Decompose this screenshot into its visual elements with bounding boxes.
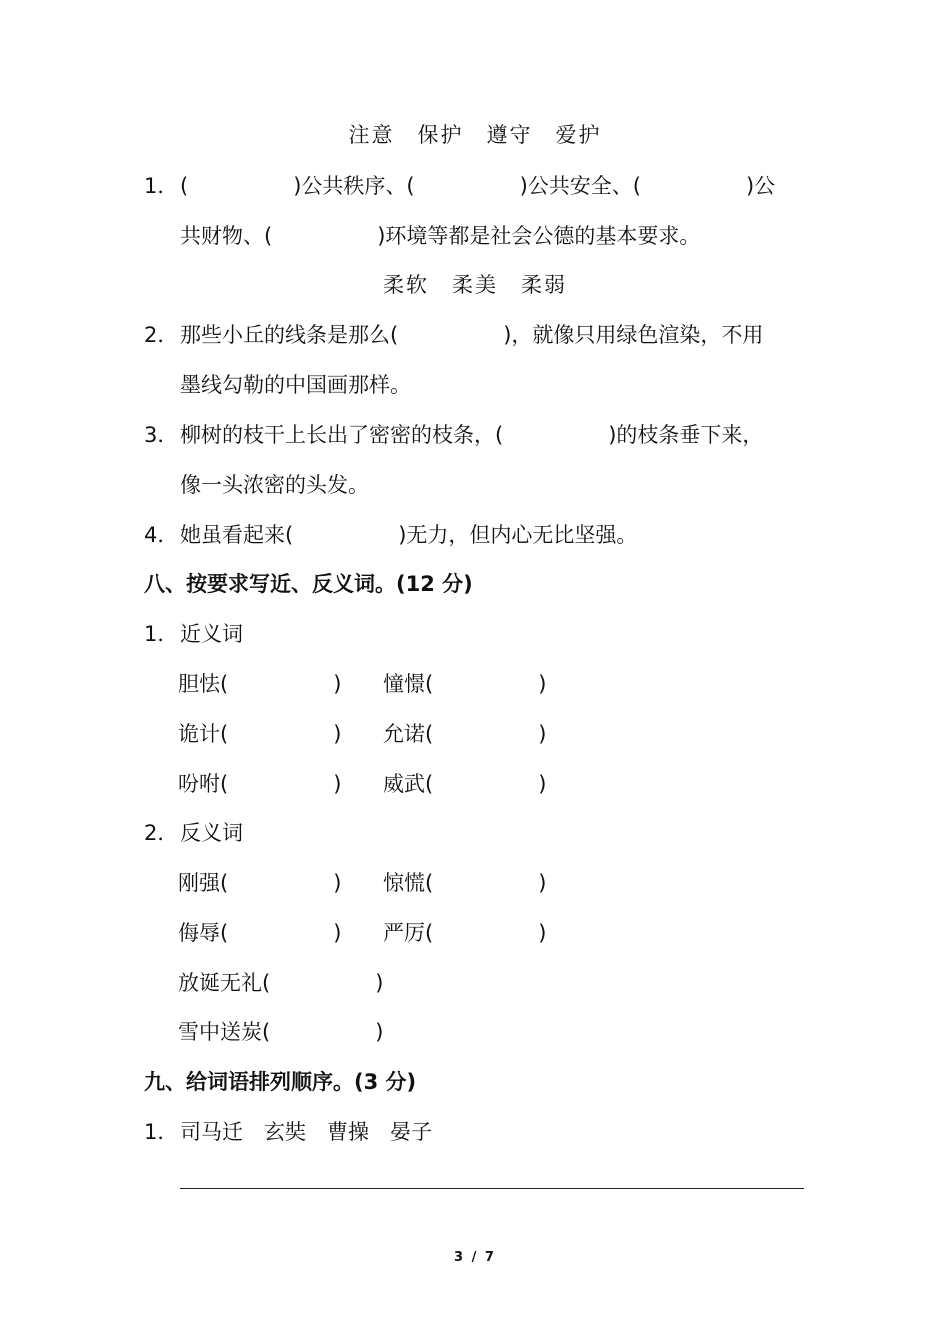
item-number: 1． (144, 622, 179, 646)
antonym-blank[interactable]: 严厉( ) (383, 921, 547, 945)
question-text: 柳树的枝干上长出了密密的枝条，( )的枝条垂下来， (180, 423, 764, 447)
antonym-blank[interactable]: 雪中送炭( ) (178, 1020, 384, 1044)
section-heading: 九、给词语排列顺序。(3 分) (144, 1070, 417, 1094)
antonym-blank[interactable]: 惊慌( ) (383, 871, 547, 895)
synonym-blank[interactable]: 胆怯( ) (178, 672, 342, 696)
item-number: 1． (144, 174, 179, 198)
synonym-blank[interactable]: 憧憬( ) (383, 672, 547, 696)
synonym-blank[interactable]: 威武( ) (383, 772, 547, 796)
question-text: 她虽看起来( )无力，但内心无比坚强。 (180, 523, 638, 547)
synonym-blank[interactable]: 诡计( ) (178, 722, 342, 746)
synonym-blank[interactable]: 允诺( ) (383, 722, 547, 746)
item-number: 3． (144, 423, 179, 447)
word-bank-2: 柔软 柔美 柔弱 (383, 273, 567, 297)
sub-heading: 反义词 (180, 821, 243, 845)
antonym-blank[interactable]: 侮辱( ) (178, 921, 342, 945)
question-text: 那些小丘的线条是那么( )，就像只用绿色渲染，不用 (180, 323, 764, 347)
question-text: 墨线勾勒的中国画那样。 (180, 373, 411, 397)
word-bank-1: 注意 保护 遵守 爱护 (348, 123, 602, 147)
antonym-blank[interactable]: 刚强( ) (178, 871, 342, 895)
question-text: 像一头浓密的头发。 (180, 473, 369, 497)
section-heading: 八、按要求写近、反义词。(12 分) (144, 572, 473, 596)
synonym-blank[interactable]: 吩咐( ) (178, 772, 342, 796)
answer-line[interactable] (180, 1188, 804, 1189)
item-number: 2． (144, 323, 179, 347)
item-number: 4． (144, 523, 179, 547)
question-text: 共财物、( )环境等都是社会公德的基本要求。 (180, 224, 701, 248)
sub-heading: 近义词 (180, 622, 243, 646)
item-number: 2． (144, 821, 179, 845)
antonym-blank[interactable]: 放诞无礼( ) (178, 971, 384, 995)
item-number: 1． (144, 1120, 179, 1144)
page-indicator: 3 / 7 (454, 1250, 496, 1265)
question-text: ( )公共秩序、( )公共安全、( )公 (180, 174, 776, 198)
question-text: 司马迁 玄奘 曹操 晏子 (180, 1120, 432, 1144)
